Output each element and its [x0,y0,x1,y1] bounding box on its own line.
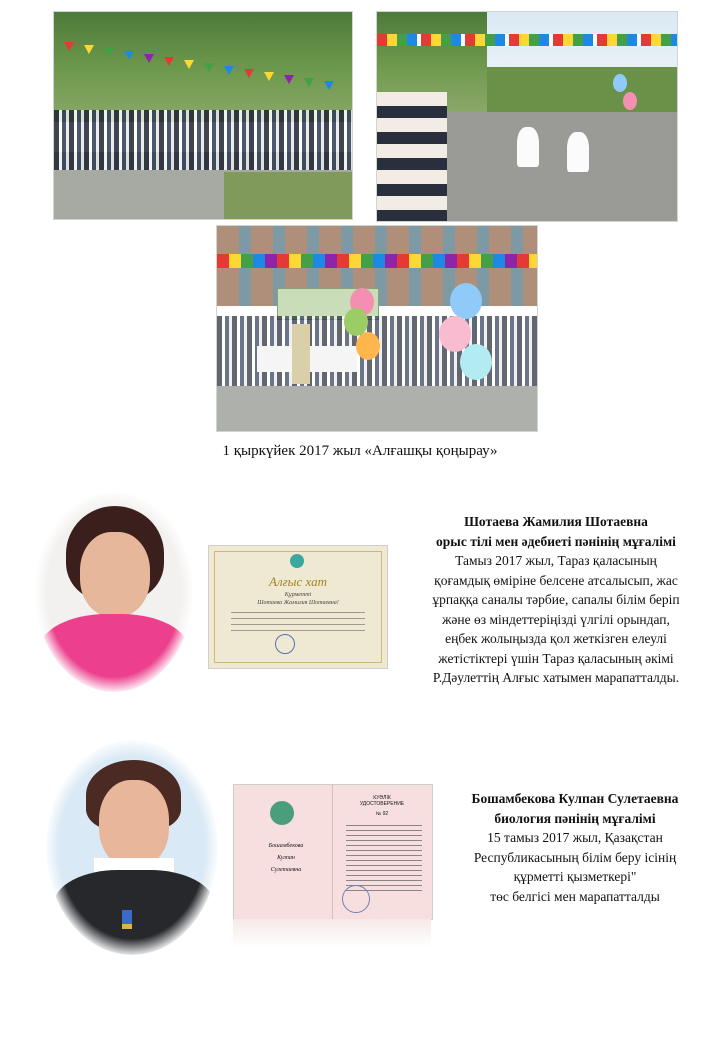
photo-dancer [517,127,539,167]
teacher-1-line: және өз міндеттеріңізді үлгілі орындап, [442,611,670,627]
photo-balloon [356,332,380,360]
teacher-2-portrait [46,740,218,955]
teacher-1-line: қоғамдық өміріне белсене атсалысып, жас [434,572,678,588]
photo-speaker [292,324,310,384]
portrait-blouse [39,614,189,692]
photo-bunting [54,42,352,54]
teacher-1-subject: орыс тілі мен әдебиеті пәнінің мұғалімі [436,533,676,549]
photo-ground [217,386,537,431]
photo-treeline [487,67,677,112]
teacher-2-subject: биология пәнінің мұғалімі [494,810,656,826]
event-photo-1 [53,11,353,220]
certificate-recipient-prefix: Құрметті [284,592,312,598]
photo-bunting [377,34,677,46]
photo-trees [54,12,352,122]
photo-flowerbed [224,172,352,219]
teacher-2-text [435,789,715,906]
event-photo-3 [216,225,538,432]
event-caption: 1 қыркүйек 2017 жыл «Алғашқы қоңырау» [222,443,498,459]
photo-bunting [217,254,537,268]
photo-balloon [460,344,492,380]
medal-icon [122,910,132,929]
certificate-header: КУӘЛІК [373,795,391,801]
teacher-1-portrait [35,492,193,692]
certificate-seal [342,885,370,913]
photo-children [377,92,447,221]
portrait-face [99,780,169,868]
certificate-emblem [290,554,304,568]
certificate-emblem [270,801,294,825]
certificate-surname: Бошамбекова [268,843,304,849]
teacher-1-text [397,512,715,688]
teacher-2-line: 15 тамыз 2017 жыл, Қазақстан [487,830,663,845]
certificate-body-lines [346,825,422,891]
teacher-1-name: Шотаева Жамилия Шотаевна [464,514,648,529]
teacher-1-line: еңбек жолыңызда қол жеткізген елеулі [445,631,667,646]
teacher-1-line: жетістіктері үшін Тараз қаласының әкімі [438,650,674,666]
teacher-2-name: Бошамбекова Кулпан Сулетаевна [471,791,679,806]
teacher-2-certificate [233,784,433,920]
certificate-recipient: Шотаева Жамилия Шотаевна! [257,600,339,606]
teacher-1-line: ұрпаққа саналы тәрбие, сапалы білім беріп [432,592,680,607]
certificate-given-name: Кулпан [277,855,295,861]
certificate-reflection [233,919,431,947]
portrait-jacket [54,870,214,955]
teacher-2-line: Республикасының білім беру ісінің [473,849,677,865]
teacher-2-line: құрметті қызметкері" [513,869,637,884]
certificate-body-lines [231,612,365,636]
certificate-seal [275,634,295,654]
photo-balloon [623,92,637,110]
certificate-number: № 92 [375,811,389,817]
certificate-title: Алғыс хат [269,574,327,589]
teacher-1-line: Р.Дәулеттің Алғыс хатымен марапатталды. [432,670,680,685]
event-photo-2 [376,11,678,222]
photo-dancer [567,132,589,172]
photo-balloon [450,283,482,319]
photo-crowd [54,110,352,170]
photo-balloon [613,74,627,92]
teacher-1-certificate [208,545,388,669]
teacher-2-line: төс белгісі мен марапатталды [490,888,660,904]
teacher-1-line: Тамыз 2017 жыл, Тараз қаласының [455,553,657,568]
certificate-fold [332,785,333,919]
certificate-header-ru: УДОСТОВЕРЕНИЕ [359,801,405,807]
portrait-face [80,532,150,617]
certificate-patronymic: Сулетаевна [270,867,302,873]
